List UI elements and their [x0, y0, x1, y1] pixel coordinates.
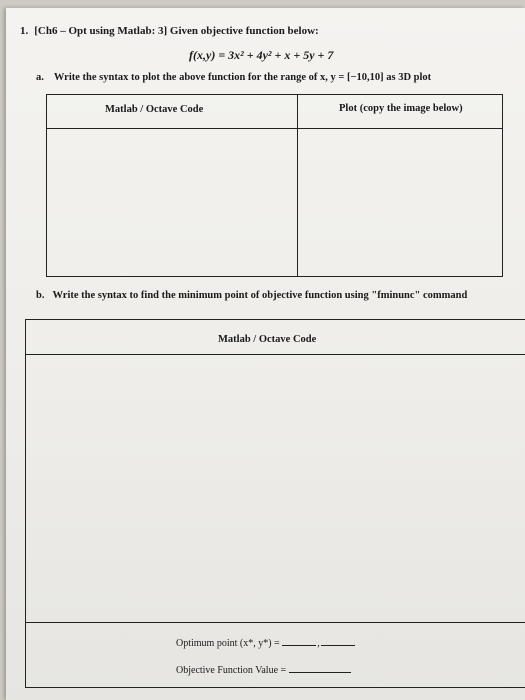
part-b-code-cell[interactable]: [26, 356, 525, 621]
part-b-header-row: [26, 320, 525, 355]
part-a-label: a.: [36, 72, 44, 83]
part-a-text: Write the syntax to plot the above function for the range of x, y = [−10,10] as 3D plot: [53, 72, 432, 83]
optimum-x-blank[interactable]: [282, 636, 316, 646]
part-a-header-row: [47, 95, 502, 129]
question-text: [Ch6 – Opt using Matlab: 3] Given objective function below:: [34, 25, 319, 37]
part-a-column-divider: [297, 95, 298, 276]
part-a-answer-table: [46, 94, 503, 277]
part-a-code-cell[interactable]: [47, 130, 296, 276]
optimum-point-label: Optimum point (x*, y*) =: [176, 638, 280, 649]
part-b-code-header: Matlab / Octave Code: [218, 334, 317, 345]
optimum-point-row: [176, 636, 355, 649]
part-b-text: Write the syntax to find the minimum point of objective function using "fminunc" command: [52, 290, 468, 301]
objective-function-formula: f(x,y) = 3x² + 4y² + x + 5y + 7: [189, 48, 334, 62]
part-a-plot-cell[interactable]: [299, 130, 502, 276]
question-number: 1.: [20, 25, 29, 37]
part-a-plot-header: Plot (copy the image below): [339, 103, 463, 114]
part-b-answer-divider: [26, 622, 525, 623]
optimum-y-blank[interactable]: [321, 636, 355, 646]
part-a-instruction: [36, 72, 431, 83]
objective-value-label: Objective Function Value =: [176, 665, 287, 676]
part-a-code-header: Matlab / Octave Code: [105, 104, 204, 115]
part-b-answer-table: [25, 319, 525, 688]
question-heading: [20, 25, 319, 37]
part-b-label: b.: [36, 290, 45, 301]
optimum-separator: ,: [317, 638, 320, 649]
worksheet-page: [6, 8, 525, 700]
objective-value-blank[interactable]: [289, 663, 351, 673]
part-b-instruction: [36, 288, 496, 303]
objective-value-row: [176, 663, 351, 676]
